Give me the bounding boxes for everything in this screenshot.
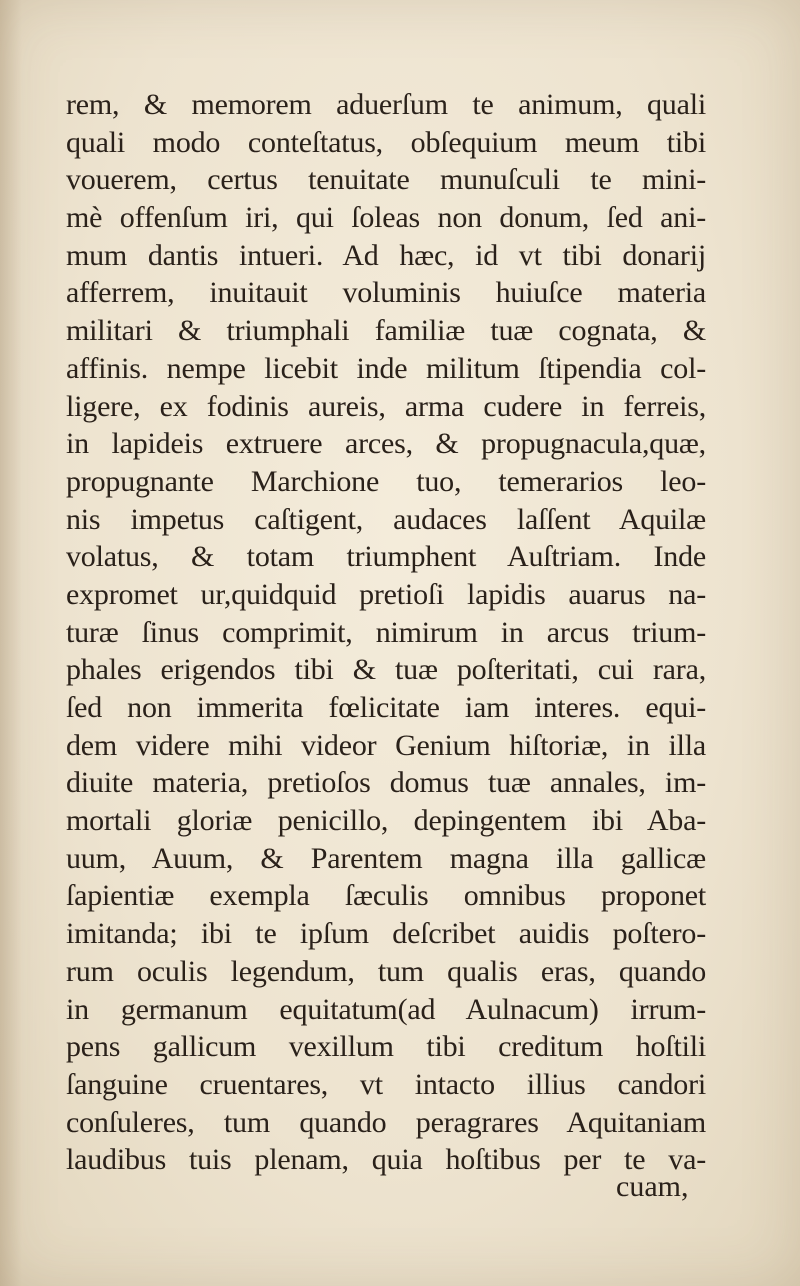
text-line: conſuleres, tum quando peragrares Aquitaniam — [66, 1105, 706, 1139]
body-text — [66, 86, 706, 1179]
text-line: in germanum equitatum(ad Aulnacum) irrum- — [66, 992, 706, 1026]
text-line: in lapideis extruere arces, & propugnacula,quæ, — [66, 427, 706, 461]
text-line: volatus, & totam triumphent Auſtriam. Inde — [66, 540, 706, 574]
text-line: afferrem, inuitauit voluminis huiuſce materia — [66, 276, 706, 310]
text-line: rem, & memorem aduerſum te animum, quali — [66, 88, 706, 121]
text-line: turæ ſinus comprimit, nimirum in arcus trium- — [66, 615, 706, 649]
text-line: dem videre mihi videor Genium hiſtoriæ, in illa — [66, 728, 706, 762]
text-line: mum dantis intueri. Ad hæc, id vt tibi donarij — [66, 238, 706, 272]
text-line: ſed non immerita fœlicitate iam interes. equi- — [66, 691, 706, 724]
text-line: mè offenſum iri, qui ſoleas non donum, ſed ani- — [66, 201, 706, 235]
text-line: mortali gloriæ penicillo, depingentem ibi Aba- — [66, 804, 706, 838]
text-line: affinis. nempe licebit inde militum ſtipendia col- — [66, 351, 706, 385]
text-line: pens gallicum vexillum tibi creditum hoſtili — [66, 1030, 706, 1064]
text-line: expromet ur,quidquid pretioſi lapidis auarus na- — [66, 577, 706, 611]
text-line: nis impetus caſtigent, audaces laſſent Aquilæ — [66, 502, 706, 536]
text-line: imitanda; ibi te ipſum deſcribet auidis poſtero- — [66, 917, 706, 951]
text-line: ligere, ex fodinis aureis, arma cudere in ferreis, — [66, 389, 706, 423]
text-line: propugnante Marchione tuo, temerarios leo- — [66, 464, 706, 498]
text-line: ſanguine cruentares, vt intacto illius candori — [66, 1067, 706, 1101]
text-line: laudibus tuis plenam, quia hoſtibus per te va- — [66, 1143, 706, 1177]
text-line: phales erigendos tibi & tuæ poſteritati, cui rara, — [66, 653, 706, 687]
text-line: diuite materia, pretioſos domus tuæ annales, im- — [66, 766, 706, 800]
text-line: uum, Auum, & Parentem magna illa gallicæ — [66, 841, 706, 875]
text-line: rum oculis legendum, tum qualis eras, quando — [66, 954, 706, 988]
page-gutter-shadow — [0, 0, 22, 1286]
text-line: quali modo conteſtatus, obſequium meum tibi — [66, 125, 706, 159]
catchword: cuam, — [616, 1170, 689, 1203]
text-line: militari & triumphali familiæ tuæ cognata, & — [66, 314, 706, 348]
text-line: ſapientiæ exempla ſæculis omnibus proponet — [66, 879, 706, 913]
text-line: vouerem, certus tenuitate munuſculi te mini- — [66, 163, 706, 197]
